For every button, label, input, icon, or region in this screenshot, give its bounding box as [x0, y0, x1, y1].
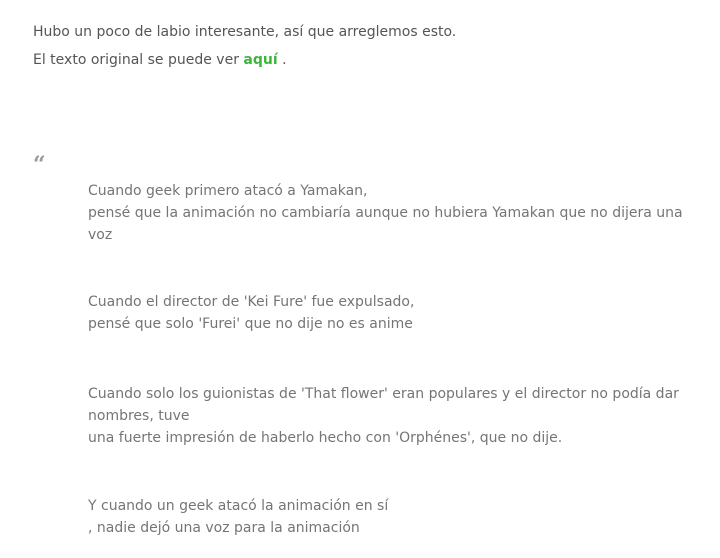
- stanza-line: Cuando el director de 'Kei Fure' fue expulsado,: [88, 294, 415, 310]
- intro-section: [33, 18, 693, 74]
- intro-line-2-prefix: El texto original se puede ver: [33, 52, 244, 68]
- stanza-2: [88, 291, 688, 335]
- stanza-line: pensé que solo 'Furei' que no dije no es anime: [88, 316, 413, 332]
- quote-mark-icon: “: [33, 152, 46, 178]
- intro-line-1: Hubo un poco de labio interesante, así que arreglemos esto.: [33, 24, 457, 40]
- stanza-line: Cuando geek primero atacó a Yamakan,: [88, 183, 368, 199]
- stanza-line: Cuando solo los guionistas de 'That flower' eran populares y el director no podía dar: [88, 386, 679, 402]
- stanza-1: [88, 180, 688, 246]
- stanza-line: una fuerte impresión de haberlo hecho con 'Orphénes', que no dije.: [88, 430, 563, 446]
- intro-line-2: [33, 46, 693, 74]
- original-text-link[interactable]: aquí: [243, 52, 278, 68]
- intro-line-2-suffix: .: [277, 52, 287, 68]
- stanza-4: [88, 495, 688, 539]
- stanza-line: pensé que la animación no cambiaría aunque no hubiera Yamakan que no dijera una: [88, 205, 683, 221]
- stanza-line: Y cuando un geek atacó la animación en sí: [88, 498, 389, 514]
- stanza-line: , nadie dejó una voz para la animación: [88, 520, 360, 536]
- stanza-3: [88, 383, 688, 449]
- stanza-line: nombres, tuve: [88, 408, 190, 424]
- stanza-line: voz: [88, 227, 113, 243]
